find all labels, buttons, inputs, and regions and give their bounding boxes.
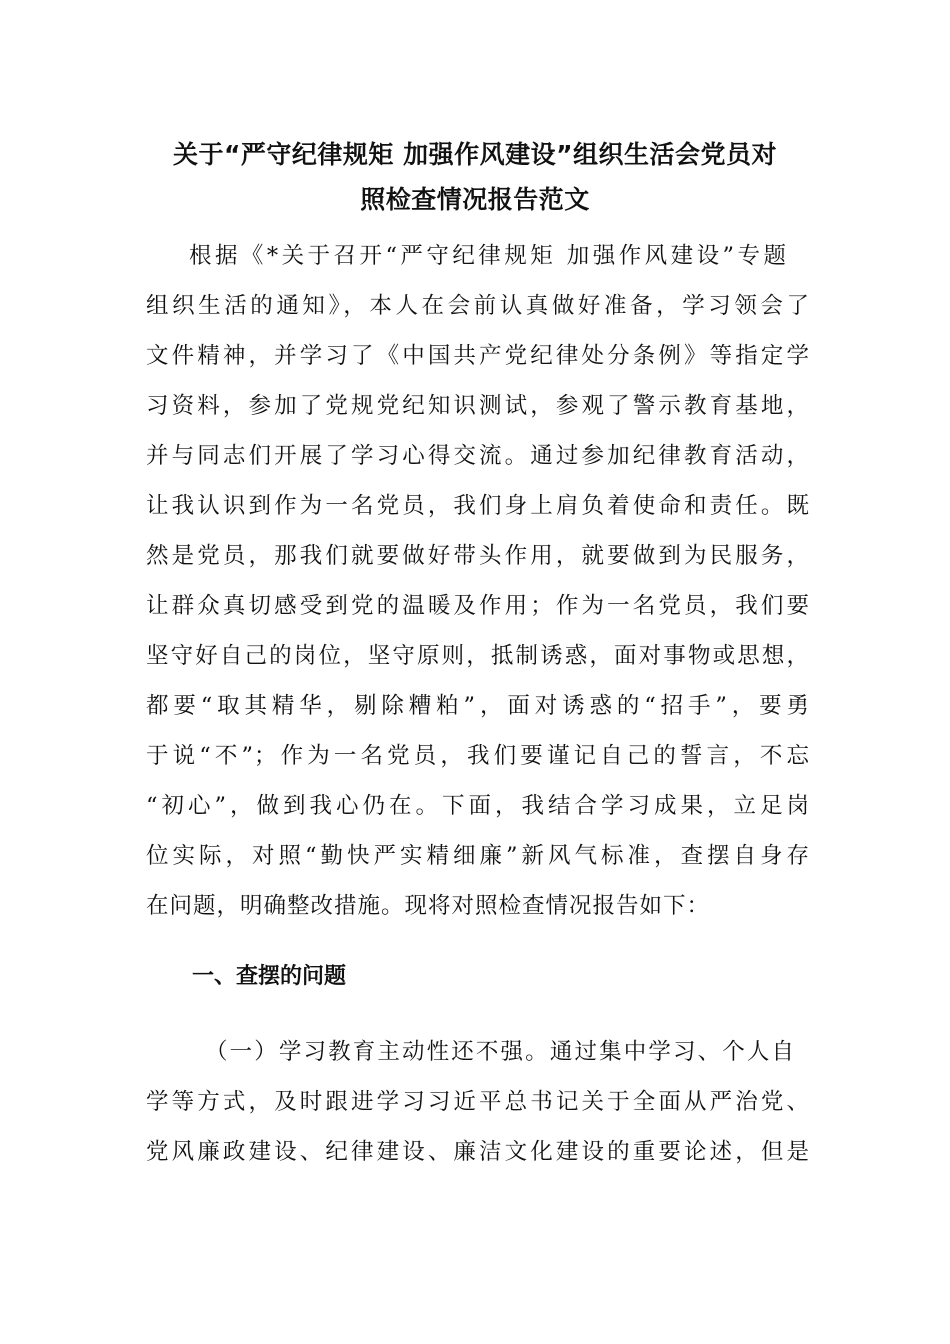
paragraph-line: 然是党员，那我们就要做好带头作用，就要做到为民服务， <box>146 543 810 569</box>
paragraph-line: 在问题，明确整改措施。现将对照检查情况报告如下： <box>146 893 711 919</box>
paragraph-line: 党风廉政建设、纪律建设、廉洁文化建设的重要论述，但是 <box>146 1139 810 1165</box>
paragraph-line: 坚守好自己的岗位，坚守原则，抵制诱惑，面对事物或思想， <box>146 643 810 669</box>
paragraph-line: 文件精神，并学习了《中国共产党纪律处分条例》等指定学 <box>146 343 810 369</box>
paragraph-line: 让我认识到作为一名党员，我们身上肩负着使命和责任。既 <box>146 493 810 519</box>
document-title-line-2: 照检查情况报告范文 <box>360 185 590 214</box>
paragraph-line: 组织生活的通知》，本人在会前认真做好准备，学习领会了 <box>146 293 810 319</box>
paragraph-line: 并与同志们开展了学习心得交流。通过参加纪律教育活动， <box>146 443 810 469</box>
document-title-line-1: 关于“严守纪律规矩 加强作风建设”组织生活会党员对 <box>172 140 778 169</box>
paragraph-line: 学等方式，及时跟进学习习近平总书记关于全面从严治党、 <box>146 1089 810 1115</box>
paragraph-line: 位实际，对照“勤快严实精细廉”新风气标准，查摆自身存 <box>146 843 810 869</box>
paragraph-line: 根据《*关于召开“严守纪律规矩 加强作风建设”专题 <box>189 243 787 269</box>
paragraph-line: 于说“不”；作为一名党员，我们要谨记自己的誓言，不忘 <box>146 743 810 769</box>
paragraph-line: “初心”，做到我心仍在。下面，我结合学习成果，立足岗 <box>146 793 810 819</box>
section-heading: 一、查摆的问题 <box>192 964 347 989</box>
paragraph-line: 都要“取其精华，剔除糟粕”，面对诱惑的“招手”，要勇 <box>146 693 810 719</box>
paragraph-line: 习资料，参加了党规党纪知识测试，参观了警示教育基地， <box>146 393 810 419</box>
paragraph-line: 让群众真切感受到党的温暖及作用；作为一名党员，我们要 <box>146 593 810 619</box>
paragraph-line: （一）学习教育主动性还不强。通过集中学习、个人自 <box>205 1039 795 1065</box>
